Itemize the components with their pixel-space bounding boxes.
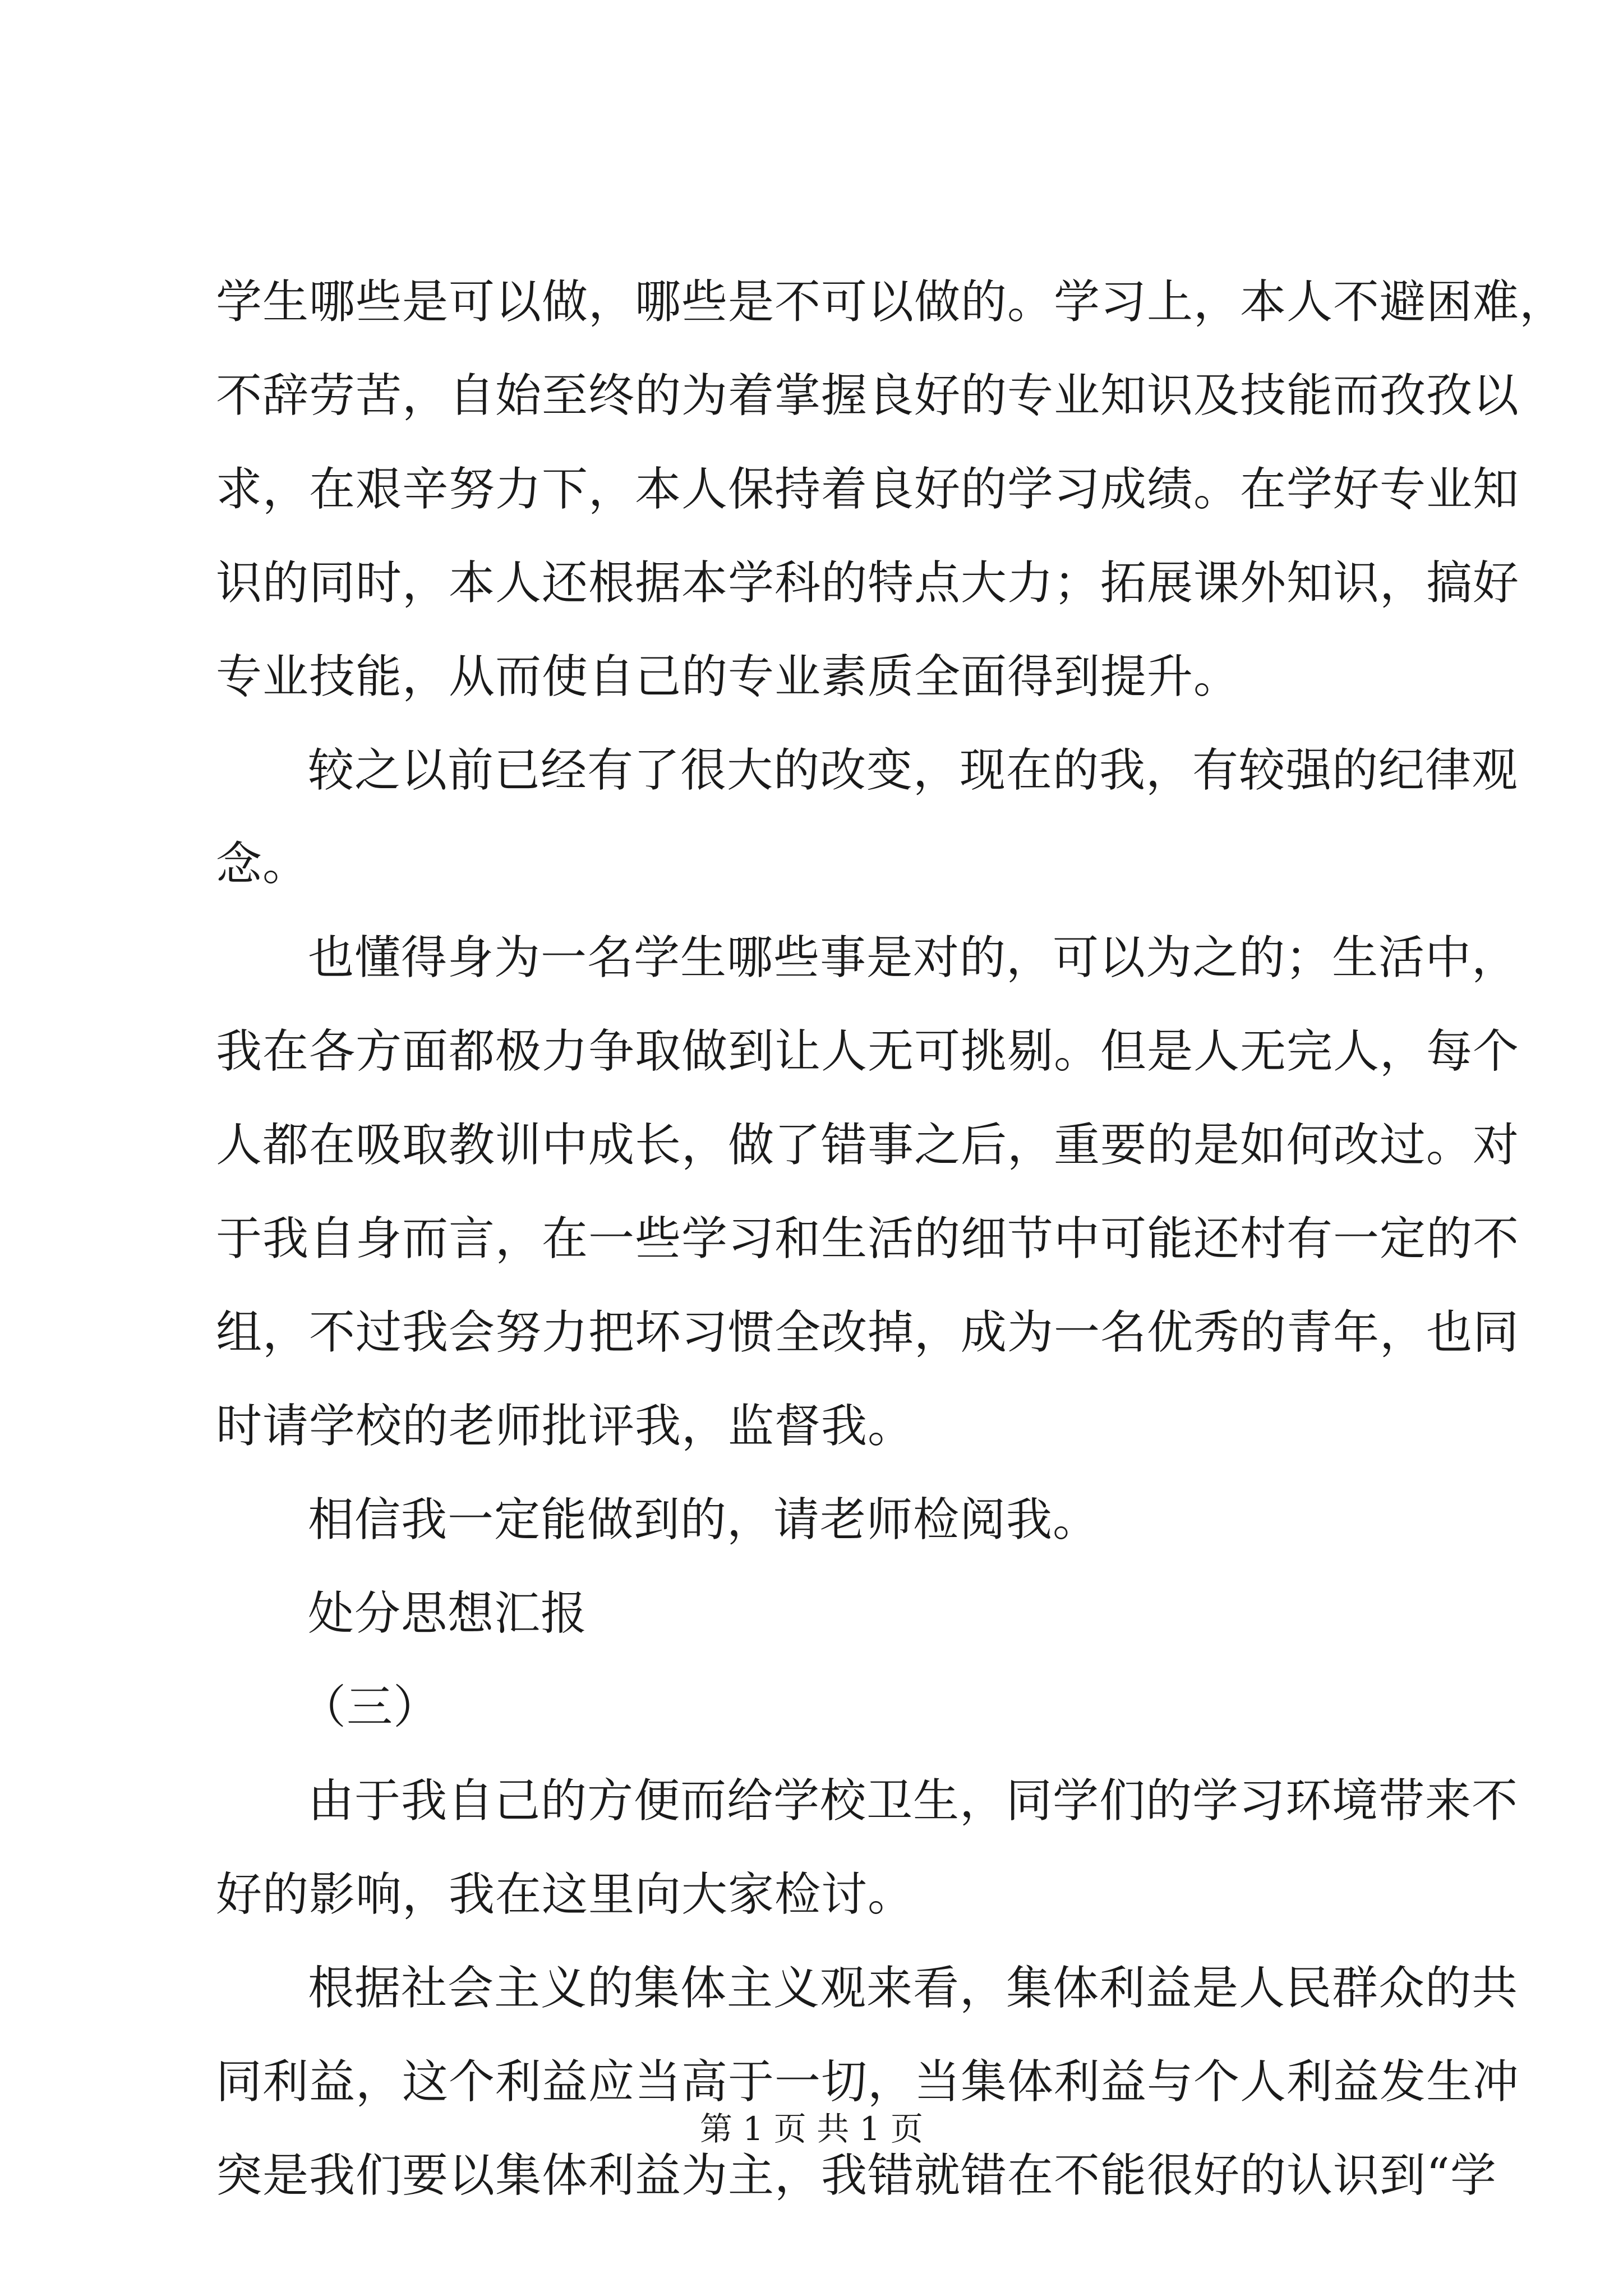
text-line: 不辞劳苦，自始至终的为着掌握良好的专业知识及技能而孜孜以 — [216, 369, 1520, 422]
text-line: 专业技能，从而使自己的专业素质全面得到提升。 — [216, 650, 1241, 703]
text-line: 时请学校的老师批评我，监督我。 — [216, 1400, 915, 1453]
page-footer — [0, 2106, 1623, 2151]
text-line: 我在各方面都极力争取做到让人无可挑剔。但是人无完人，每个 — [216, 1025, 1520, 1078]
text-line: 于我自身而言，在一些学习和生活的细节中可能还村有一定的不 — [216, 1212, 1520, 1266]
text-line: 识的同时，本人还根据本学科的特点大力；拓展课外知识，搞好 — [216, 556, 1520, 610]
text-line: 学生哪些是可以做，哪些是不可以做的。学习上，本人不避困难， — [216, 275, 1566, 329]
paragraph-start-line: 也懂得身为一名学生哪些事是对的，可以为之的；生活中， — [308, 931, 1519, 984]
text-line: 同利益，这个利益应当高于一切，当集体利益与个人利益发生冲 — [216, 2055, 1520, 2109]
paragraph-start-line: 由于我自己的方便而给学校卫生，同学们的学习环境带来不 — [308, 1774, 1519, 1828]
text-line: 念。 — [216, 838, 310, 891]
paragraph-start-line: 相信我一定能做到的，请老师检阅我。 — [308, 1493, 1100, 1547]
text-line: 突是我们要以集体利益为主，我错就错在不能很好的认识到“学 — [216, 2149, 1497, 2202]
section-title: 处分思想汇报 — [308, 1587, 588, 1640]
text-line: 组，不过我会努力把坏习惯全改掉，成为一名优秀的青年，也同 — [216, 1306, 1520, 1359]
text-line: 好的影响，我在这里向大家检讨。 — [216, 1868, 915, 1921]
document-body — [216, 255, 1566, 2223]
page-number-label: 第 1 页 共 1 页 — [700, 2110, 923, 2148]
paragraph-start-line: 根据社会主义的集体主义观来看，集体利益是人民群众的共 — [308, 1962, 1519, 2015]
section-number: （三） — [300, 1681, 440, 1734]
paragraph-start-line: 较之以前已经有了很大的改变，现在的我，有较强的纪律观 — [308, 744, 1519, 797]
text-line: 人都在吸取教训中成长，做了错事之后，重要的是如何改过。对 — [216, 1119, 1520, 1172]
text-line: 求，在艰辛努力下，本人保持着良好的学习成绩。在学好专业知 — [216, 463, 1520, 516]
